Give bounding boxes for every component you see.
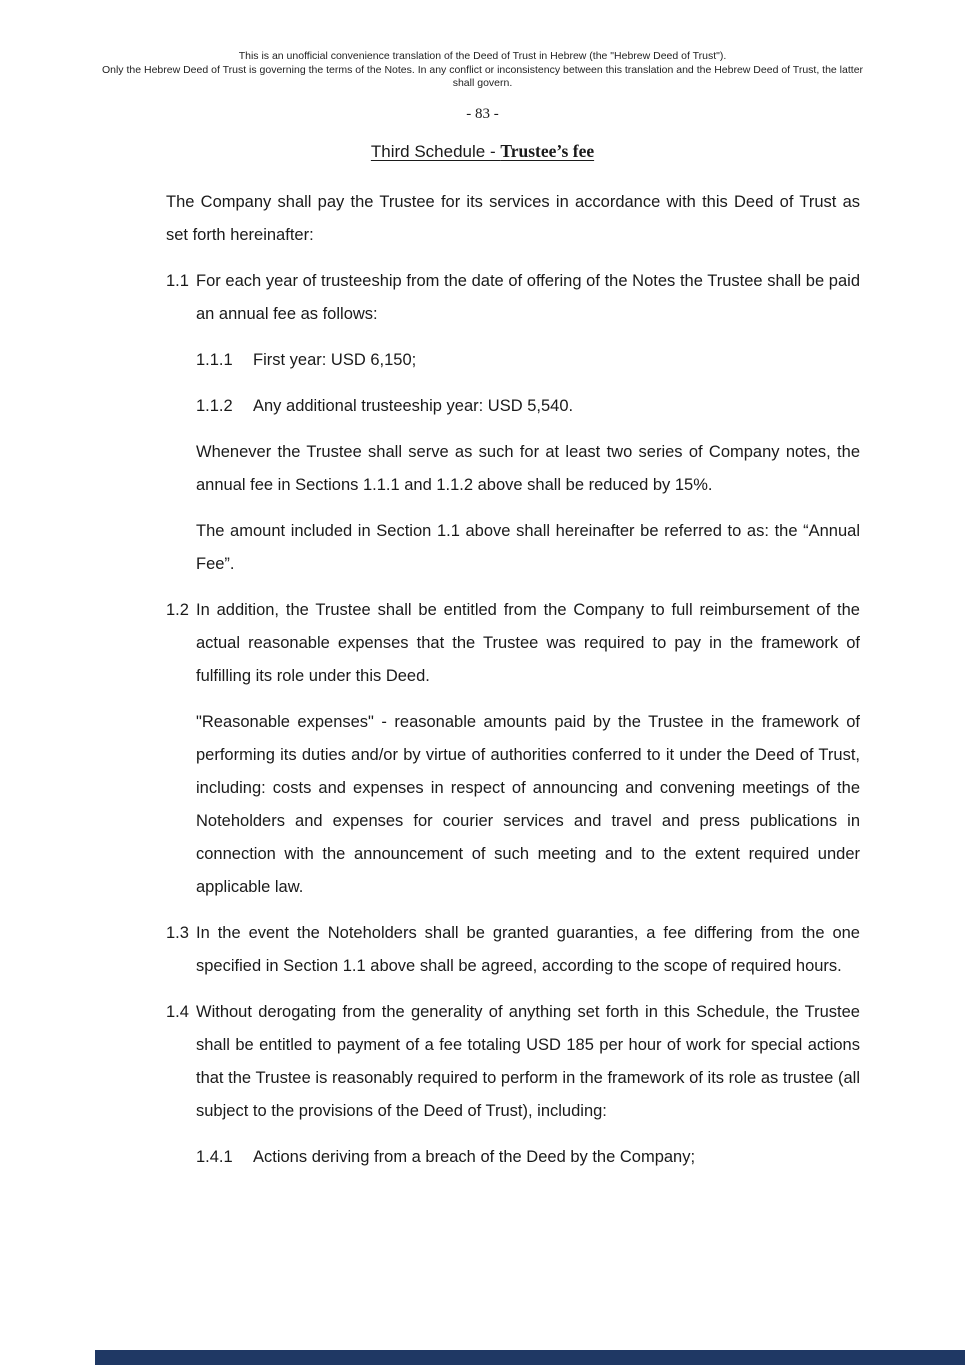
section-1-4 <box>166 996 860 1174</box>
section-paragraph: Whenever the Trustee shall serve as such for at least two series of Company notes, the annual fee in Sections 1.1.1 and 1.1.2 above shall be reduced by 15%. <box>196 442 860 494</box>
subsection-text: Any additional trusteeship year: USD 5,540. <box>253 396 574 415</box>
subsection-1-4-1 <box>196 1141 860 1174</box>
page-number: - 83 - <box>466 105 499 122</box>
section-1-1 <box>166 265 860 581</box>
subsection-number: 1.1.1 <box>196 350 233 369</box>
section-1-1-heading-row <box>166 265 860 331</box>
subsection-1-1-1 <box>196 344 860 377</box>
disclaimer-line-2: Only the Hebrew Deed of Trust is governing the terms of the Notes. In any conflict or inconsistency between this translation and the Hebrew Deed of Trust, the latter shall govern. <box>101 63 864 89</box>
section-1-3-heading-row <box>166 917 860 983</box>
section-text: In addition, the Trustee shall be entitled from the Company to full reimbursement of the actual reasonable expenses that the Trustee was required to pay in the framework of fulfilling its role under this Deed. <box>196 600 860 685</box>
section-paragraph: "Reasonable expenses" - reasonable amounts paid by the Trustee in the framework of performing its duties and/or by virtue of authorities conferred to it under the Deed of Trust, including: costs and expenses in respect of announcing and convening meetings of the Noteholders and expenses for courier services and travel and press publications in connection with the announcement of such meeting and to the extent required under applicable law. <box>196 712 860 896</box>
section-number: 1.1 <box>166 271 189 290</box>
subsection-text: Actions deriving from a breach of the Deed by the Company; <box>253 1147 696 1166</box>
section-1-2-heading-row <box>166 594 860 693</box>
section-1-3 <box>166 917 860 983</box>
section-1-4-heading-row <box>166 996 860 1128</box>
section-1-2 <box>166 594 860 904</box>
section-paragraph: The amount included in Section 1.1 above shall hereinafter be referred to as: the “Annual Fee”. <box>196 521 860 573</box>
section-text: Without derogating from the generality of anything set forth in this Schedule, the Trustee shall be entitled to payment of a fee totaling USD 185 per hour of work for special actions that the Trustee is reasonably required to perform in the framework of its role as trustee (all subject to the provisions of the Deed of Trust), including: <box>196 1002 860 1120</box>
section-number: 1.3 <box>166 923 189 942</box>
subsection-number: 1.4.1 <box>196 1147 233 1166</box>
schedule-title <box>0 141 965 162</box>
intro-paragraph: The Company shall pay the Trustee for its services in accordance with this Deed of Trust as set forth hereinafter: <box>166 192 860 244</box>
schedule-title-prefix: Third Schedule - <box>370 141 501 161</box>
section-text: For each year of trusteeship from the date of offering of the Notes the Trustee shall be paid an annual fee as follows: <box>196 271 860 323</box>
subsection-number: 1.1.2 <box>196 396 233 415</box>
disclaimer-header <box>0 0 965 91</box>
subsection-1-1-2 <box>196 390 860 423</box>
footer-bar <box>95 1350 965 1365</box>
section-number: 1.4 <box>166 1002 189 1021</box>
schedule-title-underline <box>371 142 594 161</box>
section-text: In the event the Noteholders shall be granted guaranties, a fee differing from the one specified in Section 1.1 above shall be agreed, according to the scope of required hours. <box>196 923 860 975</box>
section-number: 1.2 <box>166 600 189 619</box>
document-body <box>166 186 860 1174</box>
disclaimer-line-1: This is an unofficial convenience translation of the Deed of Trust in Hebrew (the "Hebrew Deed of Trust"). <box>238 50 727 62</box>
subsection-text: First year: USD 6,150; <box>253 350 417 369</box>
schedule-title-bold: Trustee’s fee <box>500 140 595 161</box>
